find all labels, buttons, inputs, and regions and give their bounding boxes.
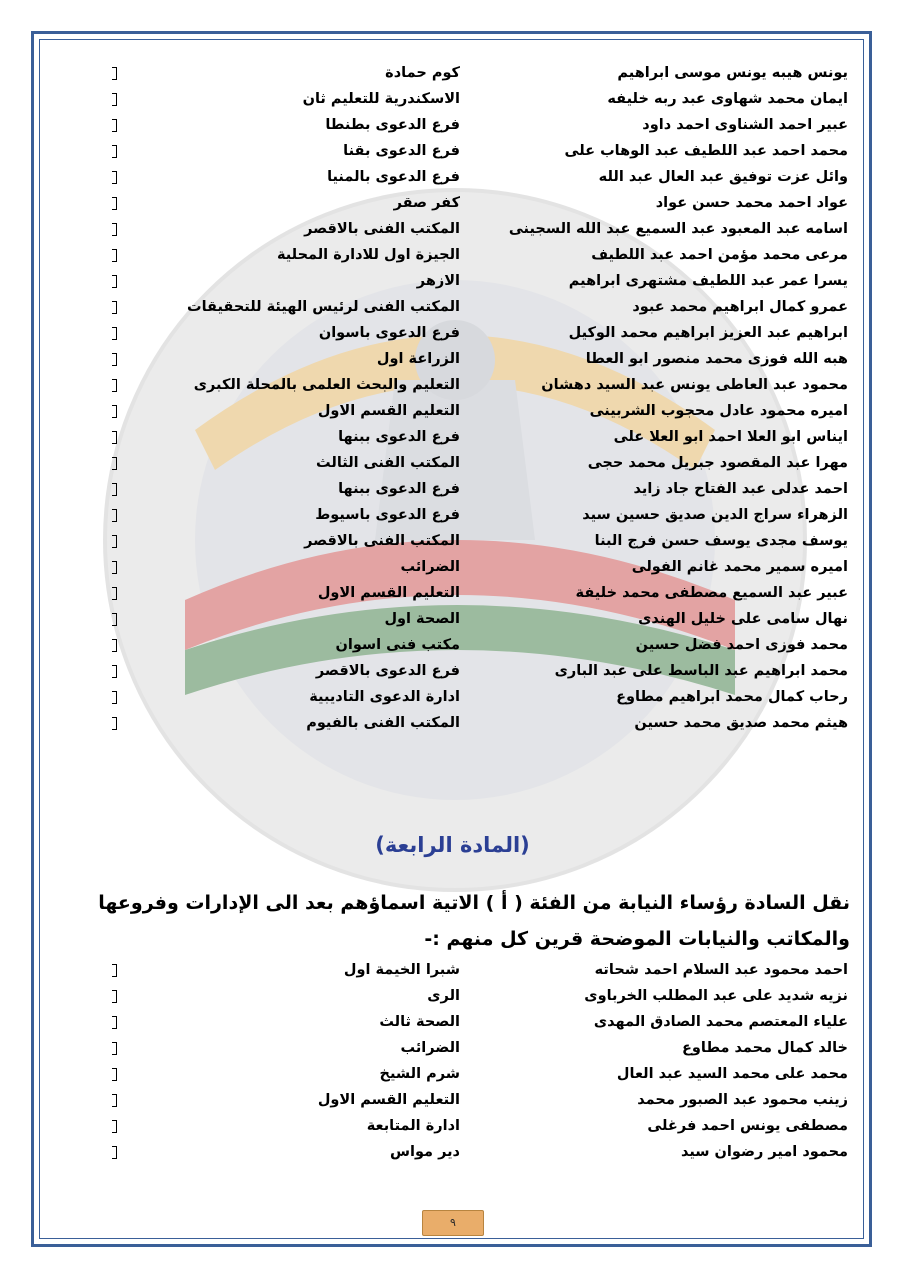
list-item: [0, 347, 905, 372]
person-name: عمرو كمال ابراهيم محمد عبود: [632, 299, 848, 315]
list-item: [0, 685, 905, 710]
department: التعليم القسم الاول: [317, 1092, 460, 1108]
person-name: هبه الله فوزى محمد منصور ابو العطا: [585, 351, 848, 367]
list-item: [0, 529, 905, 554]
department: التعليم القسم الاول: [317, 403, 460, 419]
department: التعليم والبحث العلمى بالمحلة الكبرى: [193, 377, 460, 393]
department: الزراعة اول: [376, 351, 460, 367]
list-item: [0, 958, 905, 983]
bracket-mark: [112, 197, 117, 210]
bracket-mark: [112, 665, 117, 678]
bracket-mark: [112, 327, 117, 340]
bracket-mark: [112, 275, 117, 288]
list-item: [0, 373, 905, 398]
department: مكتب فنى اسوان: [335, 637, 460, 653]
person-name: اميره سمير محمد غانم الفولى: [631, 559, 848, 575]
bracket-mark: [112, 171, 117, 184]
list-item: [0, 217, 905, 242]
department: الجيزة اول للادارة المحلية: [276, 247, 460, 263]
department: فرع الدعوى بقنا: [343, 143, 460, 159]
person-name: محمد ابراهيم عبد الباسط على عبد البارى: [554, 663, 848, 679]
list-item: [0, 477, 905, 502]
person-name: عبير احمد الشناوى احمد داود: [642, 117, 848, 133]
list-item: [0, 113, 905, 138]
list-item: [0, 243, 905, 268]
department: المكتب الفنى بالاقصر: [304, 221, 460, 237]
bracket-mark: [112, 301, 117, 314]
list-item: [0, 269, 905, 294]
list-item: [0, 399, 905, 424]
bracket-mark: [112, 379, 117, 392]
person-name: ايناس ابو العلا احمد ابو العلا على: [613, 429, 848, 445]
person-name: محمود امير رضوان سيد: [680, 1144, 848, 1160]
person-name: احمد محمود عبد السلام احمد شحاته: [594, 962, 848, 978]
bracket-mark: [112, 535, 117, 548]
bracket-mark: [112, 587, 117, 600]
bracket-mark: [112, 223, 117, 236]
department: الضرائب: [400, 559, 460, 575]
bracket-mark: [112, 457, 117, 470]
person-name: عواد احمد محمد حسن عواد: [655, 195, 848, 211]
person-name: يوسف مجدى يوسف حسن فرج البنا: [594, 533, 848, 549]
bracket-mark: [112, 1068, 117, 1081]
person-name: رحاب كمال محمد ابراهيم مطاوع: [616, 689, 848, 705]
list-item: [0, 607, 905, 632]
bracket-mark: [112, 561, 117, 574]
list-item: [0, 659, 905, 684]
person-name: محمد احمد عبد اللطيف عبد الوهاب على: [564, 143, 848, 159]
page-number: ٩: [422, 1210, 484, 1236]
list-item: [0, 581, 905, 606]
department: الاسكندرية للتعليم ثان: [302, 91, 460, 107]
bracket-mark: [112, 405, 117, 418]
bracket-mark: [112, 1146, 117, 1159]
person-name: وائل عزت توفيق عبد العال عبد الله: [598, 169, 848, 185]
department: كوم حمادة: [385, 65, 460, 81]
list-item: [0, 295, 905, 320]
department: فرع الدعوى ببنها: [338, 429, 460, 445]
department: فرع الدعوى بطنطا: [325, 117, 460, 133]
person-name: الزهراء سراج الدين صديق حسين سيد: [582, 507, 848, 523]
person-name: نهال سامى على خليل الهندى: [638, 611, 848, 627]
list-item: [0, 633, 905, 658]
person-name: ابراهيم عبد العزيز ابراهيم محمد الوكيل: [568, 325, 848, 341]
list-item: [0, 1088, 905, 1113]
list-item: [0, 1114, 905, 1139]
bracket-mark: [112, 67, 117, 80]
bracket-mark: [112, 1094, 117, 1107]
department: الصحة اول: [384, 611, 460, 627]
bracket-mark: [112, 509, 117, 522]
person-name: نزيه شديد على عبد المطلب الخرباوى: [584, 988, 848, 1004]
bracket-mark: [112, 691, 117, 704]
bracket-mark: [112, 613, 117, 626]
department: الازهر: [416, 273, 460, 289]
bracket-mark: [112, 717, 117, 730]
person-name: محمد فوزى احمد فضل حسين: [635, 637, 848, 653]
list-item: [0, 165, 905, 190]
person-name: خالد كمال محمد مطاوع: [681, 1040, 848, 1056]
article-heading: (المادة الرابعة): [375, 833, 530, 857]
list-item: [0, 321, 905, 346]
list-item: [0, 139, 905, 164]
bracket-mark: [112, 1042, 117, 1055]
department: التعليم القسم الاول: [317, 585, 460, 601]
bracket-mark: [112, 249, 117, 262]
bracket-mark: [112, 353, 117, 366]
person-name: مصطفى يونس احمد فرغلى: [647, 1118, 848, 1134]
department: فرع الدعوى ببنها: [338, 481, 460, 497]
department: المكتب الفنى بالفيوم: [306, 715, 460, 731]
bracket-mark: [112, 145, 117, 158]
person-name: ايمان محمد شهاوى عبد ربه خليفه: [607, 91, 848, 107]
bracket-mark: [112, 431, 117, 444]
department: فرع الدعوى باسوان: [318, 325, 460, 341]
person-name: زينب محمود عبد الصبور محمد: [637, 1092, 848, 1108]
bracket-mark: [112, 1016, 117, 1029]
list-item: [0, 191, 905, 216]
person-name: يونس هيبه يونس موسى ابراهيم: [617, 65, 848, 81]
person-name: مرعى محمد مؤمن احمد عبد اللطيف: [591, 247, 848, 263]
bracket-mark: [112, 964, 117, 977]
list-item: [0, 1140, 905, 1165]
person-name: اسامه عبد المعبود عبد السميع عبد الله السجينى: [508, 221, 848, 237]
list-item: [0, 425, 905, 450]
department: ادارة المتابعة: [366, 1118, 460, 1134]
bracket-mark: [112, 639, 117, 652]
bracket-mark: [112, 483, 117, 496]
bracket-mark: [112, 1120, 117, 1133]
department: الصحة ثالث: [379, 1014, 460, 1030]
list-item: [0, 61, 905, 86]
list-item: [0, 711, 905, 736]
person-name: اميره محمود عادل محجوب الشربينى: [589, 403, 848, 419]
department: المكتب الفنى بالاقصر: [304, 533, 460, 549]
department: ادارة الدعوى التاديبية: [309, 689, 460, 705]
department: الرى: [427, 988, 460, 1004]
list-item: [0, 555, 905, 580]
list-item: [0, 1062, 905, 1087]
person-name: احمد عدلى عبد الفتاح جاد زايد: [633, 481, 848, 497]
person-name: مهرا عبد المقصود جبريل محمد حجى: [587, 455, 848, 471]
department: شرم الشيخ: [379, 1066, 460, 1082]
department: دير مواس: [389, 1144, 460, 1160]
department: فرع الدعوى بالمنيا: [327, 169, 460, 185]
person-name: عبير عبد السميع مصطفى محمد خليفة: [575, 585, 848, 601]
list-item: [0, 503, 905, 528]
department: المكتب الفنى الثالث: [316, 455, 460, 471]
department: شبرا الخيمة اول: [343, 962, 460, 978]
person-name: هيثم محمد صديق محمد حسين: [634, 715, 848, 731]
list-item: [0, 1036, 905, 1061]
department: كفر صقر: [393, 195, 460, 211]
person-name: علياء المعتصم محمد الصادق المهدى: [593, 1014, 848, 1030]
person-name: يسرا عمر عبد اللطيف مشتهرى ابراهيم: [568, 273, 848, 289]
department: فرع الدعوى بالاقصر: [315, 663, 460, 679]
article-text-line-1: نقل السادة رؤساء النيابة من الفئة ( أ ) الاتية اسماؤهم بعد الى الإدارات وفروعها: [98, 892, 850, 914]
bracket-mark: [112, 93, 117, 106]
bracket-mark: [112, 119, 117, 132]
article-text-line-2: والمكاتب والنيابات الموضحة قرين كل منهم :-: [424, 928, 850, 950]
list-item: [0, 1010, 905, 1035]
department: المكتب الفنى لرئيس الهيئة للتحقيقات: [187, 299, 460, 315]
person-name: محمد على محمد السيد عبد العال: [616, 1066, 848, 1082]
list-item: [0, 451, 905, 476]
list-item: [0, 87, 905, 112]
person-name: محمود عبد العاطى يونس عبد السيد دهشان: [541, 377, 848, 393]
list-item: [0, 984, 905, 1009]
bracket-mark: [112, 990, 117, 1003]
department: الضرائب: [400, 1040, 460, 1056]
department: فرع الدعوى باسيوط: [315, 507, 460, 523]
